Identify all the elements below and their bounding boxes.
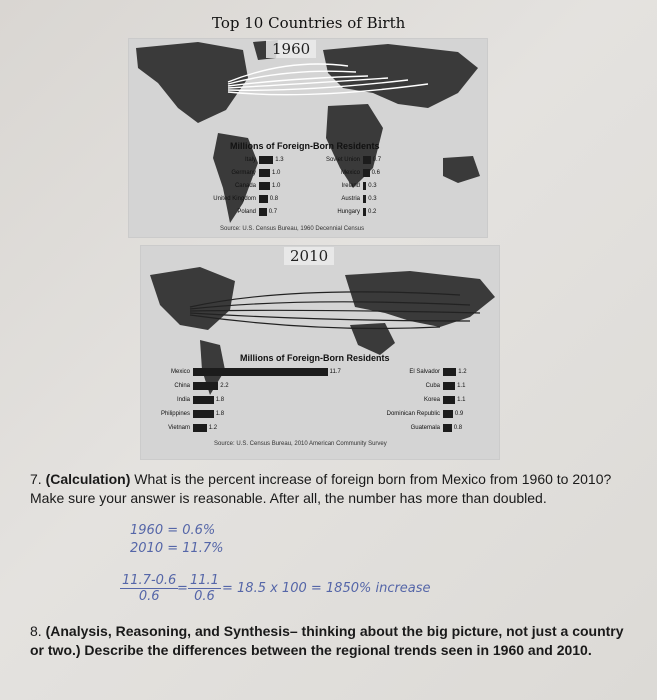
fraction-2-numerator: 11.1 (190, 573, 219, 588)
question-7-text: What is the percent increase of foreign born from Mexico from 1960 to 2010? Make sure your answer is reasonable. After all, the number has more than doubled. (30, 471, 612, 506)
bar-country-label: Mexico (170, 369, 190, 375)
bar (363, 156, 371, 164)
bar-country-label: Cuba (425, 383, 440, 389)
bar (363, 169, 370, 177)
handwriting-equals: = (177, 581, 188, 596)
bar-country-label: India (176, 397, 190, 403)
bar-row (190, 168, 280, 178)
bar (259, 156, 273, 164)
bar-row (190, 155, 284, 165)
bar-row (296, 155, 381, 165)
bar-country-label: Canada (234, 183, 256, 189)
year-label-2010: 2010 (284, 247, 334, 265)
handwriting-result: = 18.5 x 100 = 1850% increase (222, 581, 431, 596)
bar (193, 424, 207, 432)
bar-country-label: Mexico (340, 170, 360, 176)
bar-value-label: 0.3 (368, 183, 377, 189)
fraction-2-denominator: 0.6 (194, 589, 215, 604)
main-title: Top 10 Countries of Birth (212, 14, 406, 32)
bar-value-label: 0.2 (368, 209, 377, 215)
handwriting-2010: 2010 = 11.7% (130, 541, 224, 556)
bar-value-label: 0.8 (453, 425, 463, 431)
year-label-1960: 1960 (266, 40, 316, 58)
bar-value-label: 1.0 (272, 183, 281, 189)
source-1960: Source: U.S. Census Bureau, 1960 Decennial Census (220, 226, 365, 232)
fraction-1-numerator: 11.7-0.6 (122, 573, 177, 588)
bar-value-label: 0.7 (268, 209, 278, 215)
question-7-number: 7. (30, 471, 42, 487)
bar-value-label: 0.8 (269, 196, 279, 202)
panel-1960 (128, 38, 488, 238)
chart-title-1960: Millions of Foreign-Born Residents (230, 141, 380, 151)
bar-value-label: 2.2 (220, 383, 229, 389)
bar-row (362, 381, 465, 391)
bar-row (142, 409, 224, 419)
bar-row (362, 395, 465, 405)
bar-country-label: Vietnam (168, 425, 190, 431)
bar (193, 410, 214, 418)
question-7-label: (Calculation) (45, 471, 131, 487)
bar-country-label: United Kingdom (213, 196, 256, 202)
bar-value-label: 0.9 (454, 411, 464, 417)
bar (193, 368, 328, 376)
bar-country-label: Hungary (337, 209, 360, 215)
bar (193, 382, 218, 390)
bar (443, 382, 455, 390)
bar-row (362, 423, 462, 433)
bar-row (296, 181, 377, 191)
question-7 (30, 470, 620, 508)
bar-country-label: Ireland (341, 183, 360, 189)
question-8-text: – thinking about the big picture, not just a country or two.) Describe the differences between the regional trends seen in 1960 and 2010. (30, 623, 624, 658)
question-8-label: (Analysis, Reasoning, and Synthesis (45, 623, 290, 639)
bar-row (190, 207, 277, 217)
bar-value-label: 1.8 (215, 411, 225, 417)
question-8-number: 8. (30, 623, 42, 639)
bar (443, 368, 456, 376)
bar (259, 182, 270, 190)
bar (443, 424, 452, 432)
bar-country-label: Dominican Republic (386, 411, 440, 417)
handwriting-fraction-2 (188, 573, 221, 604)
bar (259, 208, 267, 216)
bar-row (296, 194, 377, 204)
bar-value-label: 1.1 (457, 383, 466, 389)
handwriting-1960: 1960 = 0.6% (130, 523, 216, 538)
bar (443, 396, 455, 404)
bar-row (142, 395, 224, 405)
bar-country-label: El Salvador (409, 369, 440, 375)
bar-country-label: China (174, 383, 190, 389)
bar-row (362, 367, 467, 377)
bar-row (190, 194, 278, 204)
handwriting-fraction-1 (120, 573, 178, 604)
bar (193, 396, 214, 404)
bar-country-label: Austria (341, 196, 360, 202)
bar-country-label: Germany (231, 170, 256, 176)
bar-row (142, 367, 341, 377)
bar-country-label: Philippines (160, 411, 190, 417)
bar-value-label: 1.2 (458, 369, 467, 375)
bar-value-label: 0.7 (372, 157, 382, 163)
bar (443, 410, 453, 418)
bar (259, 195, 268, 203)
bar-row (142, 381, 229, 391)
question-8 (30, 622, 640, 660)
bar-value-label: 0.6 (371, 170, 380, 176)
bar-row (296, 207, 376, 217)
panel-2010 (140, 245, 500, 460)
bar-row (296, 168, 380, 178)
bar-value-label: 11.7 (329, 369, 341, 375)
bar-value-label: 1.0 (272, 170, 281, 176)
bar-row (362, 409, 463, 419)
fraction-1-denominator: 0.6 (138, 589, 160, 604)
bar-value-label: 1.2 (208, 425, 218, 431)
bar-country-label: Poland (237, 209, 256, 215)
bar-country-label: Italy (244, 157, 256, 163)
bar-country-label: Soviet Union (325, 157, 360, 163)
bar-row (190, 181, 280, 191)
bar-value-label: 1.8 (215, 397, 225, 403)
chart-title-2010: Millions of Foreign-Born Residents (240, 353, 390, 363)
bar-country-label: Guatemala (410, 425, 440, 431)
bar-country-label: Korea (423, 397, 440, 403)
bar-row (142, 423, 217, 433)
bar-value-label: 1.1 (457, 397, 466, 403)
source-2010: Source: U.S. Census Bureau, 2010 American Community Survey (214, 441, 387, 447)
bar-value-label: 0.3 (368, 196, 377, 202)
bar-value-label: 1.3 (275, 157, 284, 163)
bar (259, 169, 270, 177)
